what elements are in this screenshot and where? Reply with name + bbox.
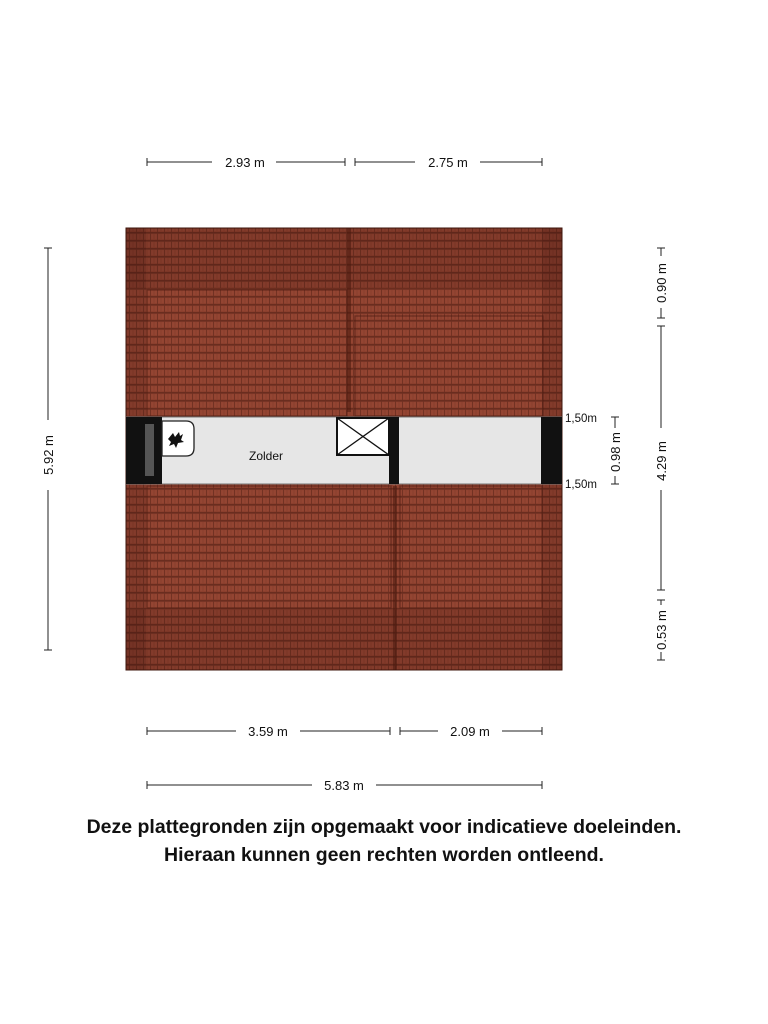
disclaimer-line-1: Deze plattegronden zijn opgemaakt voor indicatieve doeleinden. (86, 816, 682, 838)
boiler-icon (162, 421, 194, 456)
dimension-bottom-total (147, 778, 542, 793)
dimension-right-bottom (654, 600, 669, 660)
dimension-left-total (41, 248, 56, 650)
dimension-label: 2.93 m (225, 155, 265, 170)
dimension-label: 5.92 m (41, 435, 56, 475)
dimension-bottom-left (147, 724, 390, 739)
disclaimer-line-2: Hieraan kunnen geen rechten worden ontleend. (164, 844, 604, 866)
dimension-label: 2.09 m (450, 724, 490, 739)
dimension-label: 4.29 m (654, 441, 669, 481)
ceiling-height-label-bottom: 1,50m (565, 479, 597, 491)
dimension-label: 0.98 m (608, 432, 623, 472)
dimension-label: 5.83 m (324, 778, 364, 793)
dimension-label: 3.59 m (248, 724, 288, 739)
dimension-right-top (654, 248, 669, 318)
dimension-label: 0.90 m (654, 263, 669, 303)
dimension-bottom-right (400, 724, 542, 739)
dimension-right-middle (654, 326, 669, 590)
dimension-corridor-width (608, 417, 623, 484)
dimension-label: 2.75 m (428, 155, 468, 170)
room-label: Zolder (248, 449, 284, 463)
ceiling-height-label-top: 1,50m (565, 413, 597, 425)
stair-hatch-icon (337, 418, 389, 455)
dimension-top-right (355, 155, 542, 170)
dimension-top-left (147, 155, 345, 170)
dimension-label: 0.53 m (654, 610, 669, 650)
